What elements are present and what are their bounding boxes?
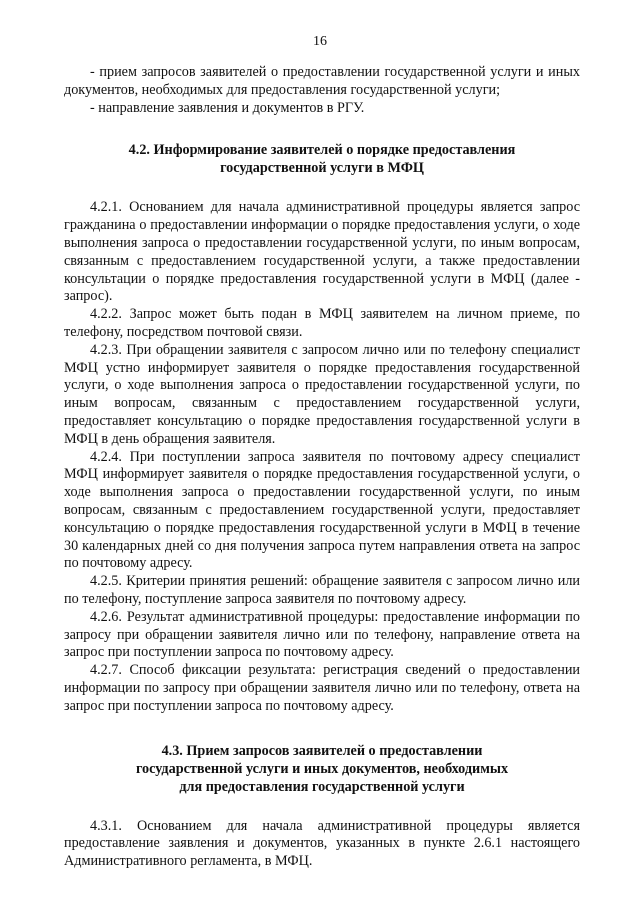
page-content	[64, 64, 580, 871]
heading-line: 4.3. Прием запросов заявителей о предоставлении	[161, 742, 483, 759]
paragraph-4-2-5: 4.2.5. Критерии принятия решений: обращение заявителя с запросом лично или по телефону, поступление запроса заявителя по почтовому адресу.	[64, 573, 580, 607]
paragraph-4-2-2: 4.2.2. Запрос может быть подан в МФЦ заявителем на личном приеме, по телефону, посредством почтовой связи.	[64, 306, 580, 340]
paragraph-4-2-7: 4.2.7. Способ фиксации результата: регистрация сведений о предоставлении информации по запросу при обращении заявителя лично или по телефону, ответа на запрос при поступлении запроса по почтовому адресу.	[64, 662, 580, 714]
intro-item: - прием запросов заявителей о предоставлении государственной услуги и иных документов, необходимых для предоставления государственной услуги;	[64, 64, 580, 98]
page-number: 16	[313, 34, 327, 49]
paragraph-4-3-1: 4.3.1. Основанием для начала административной процедуры является предоставление заявления и документов, указанных в пункте 2.6.1 настоящего Административного регламента, в МФЦ.	[64, 817, 580, 870]
paragraph-4-2-1: 4.2.1. Основанием для начала административной процедуры является запрос гражданина о предоставлении информации о порядке предоставления услуги, о ходе выполнения запроса о предоставлении государственной услуги, по иным вопросам, связанным с предоставлением государственной услуги, а также предоставлении консультации о порядке предоставления государственной услуги в МФЦ (далее - запрос).	[64, 199, 580, 305]
paragraph-4-2-3: 4.2.3. При обращении заявителя с запросом лично или по телефону специалист МФЦ устно информирует заявителя о порядке предоставления государственной услуги, о ходе выполнения запроса о предоставлении государственной услуги, по иным вопросам, связанным с предоставлением государственной услуги, предоставляет консультацию о порядке предоставления государственной услуги в МФЦ в день обращения заявителя.	[64, 341, 580, 447]
section-heading-4-2: 4.2. Информирование заявителей о порядке предоставления государственной услуги в МФЦ	[128, 142, 516, 177]
heading-line: государственной услуги и иных документов, необходимых	[135, 760, 509, 777]
section-heading-4-3	[64, 742, 580, 796]
paragraph-4-2-6: 4.2.6. Результат административной процедуры: предоставление информации по запросу при обращении заявителя лично или по телефону, направление ответа на запрос при поступлении запроса по почтовому адресу.	[64, 608, 580, 661]
intro-item: - направление заявления и документов в РГУ.	[90, 99, 365, 116]
heading-line: для предоставления государственной услуги	[179, 778, 465, 795]
paragraph-4-2-4: 4.2.4. При поступлении запроса заявителя по почтовому адресу специалист МФЦ информирует заявителя о порядке предоставления государственной услуги, о ходе выполнения запроса о предоставлении государственной услуги, по иным вопросам, связанным с предоставлением государственной услуги, предоставляет консультацию о порядке предоставления государственной услуги в МФЦ в течение 30 календарных дней со дня получения запроса путем направления ответа на запрос по почтовому адресу.	[64, 448, 580, 572]
